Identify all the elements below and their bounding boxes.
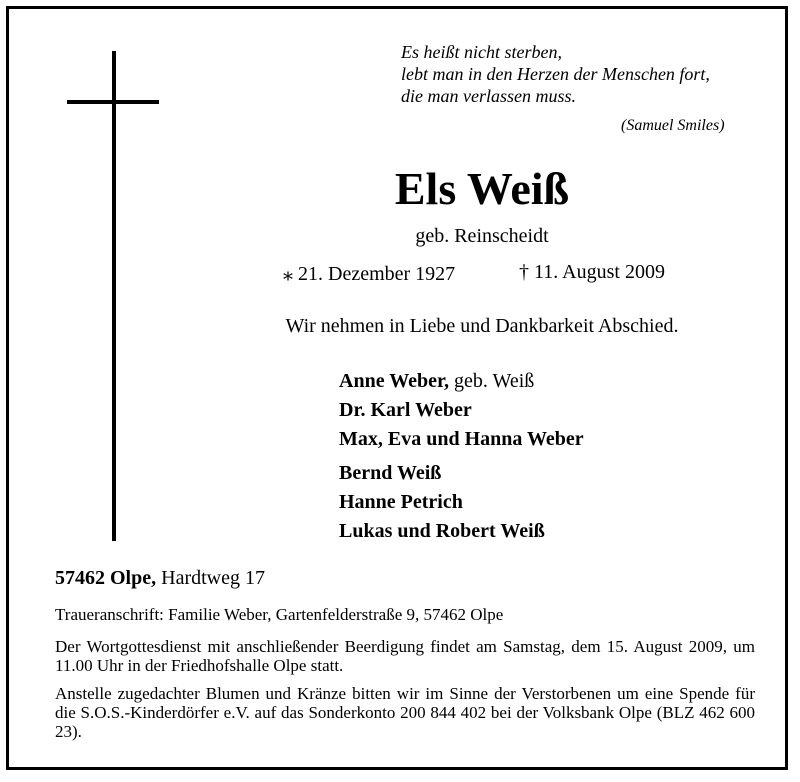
donation-request: Anstelle zugedachter Blumen und Kränze bitten wir im Sinne der Verstorbenen um eine Spende für die S.O.S.-Kinderdörfer e.V. auf das Sonderkonto 200 844 402 bei der Volksbank Olpe (BLZ 462 600 23). xyxy=(55,684,755,741)
address-city: 57462 Olpe, xyxy=(55,567,157,589)
cross-icon xyxy=(112,51,116,541)
obituary-notice xyxy=(6,6,788,770)
death-date: † 11. August 2009 xyxy=(519,261,665,283)
address-street: Hardtweg 17 xyxy=(156,567,265,589)
mourner-name: Lukas und Robert Weiß xyxy=(339,520,545,542)
memorial-quote xyxy=(401,41,710,107)
mourner-name: Bernd Weiß xyxy=(339,462,442,484)
mourners-group-1 xyxy=(339,367,584,454)
deceased-name: Els Weiß xyxy=(394,163,570,214)
cross-icon-beam xyxy=(67,100,159,104)
mourner-name: Hanne Petrich xyxy=(339,491,463,513)
mourner-entry xyxy=(339,425,584,454)
quote-author: (Samuel Smiles) xyxy=(621,117,725,134)
farewell-text: Wir nehmen in Liebe und Dankbarkeit Abschied. xyxy=(285,315,679,337)
mourner-entry xyxy=(339,459,545,488)
funeral-service-info: Der Wortgottesdienst mit anschließender Beerdigung findet am Samstag, dem 15. August 2009, um 11.00 Uhr in der Friedhofshalle Olpe statt. xyxy=(55,637,755,675)
maiden-name: geb. Reinscheidt xyxy=(415,225,549,247)
mourner-name: Anne Weber, xyxy=(339,370,450,392)
mourner-entry xyxy=(339,488,545,517)
quote-line: lebt man in den Herzen der Menschen fort, xyxy=(401,64,710,84)
mourner-name: Max, Eva und Hanna Weber xyxy=(339,428,584,450)
mourning-contact: Traueranschrift: Familie Weber, Gartenfelderstraße 9, 57462 Olpe xyxy=(55,605,504,624)
quote-line: die man verlassen muss. xyxy=(401,86,576,106)
birth-date: ⁎ 21. Dezember 1927 xyxy=(283,263,456,285)
mourner-entry xyxy=(339,517,545,546)
mourner-entry xyxy=(339,396,584,425)
quote-line: Es heißt nicht sterben, xyxy=(401,42,562,62)
mourner-entry xyxy=(339,367,584,396)
family-address xyxy=(55,567,265,590)
mourner-note: geb. Weiß xyxy=(449,370,535,392)
mourner-name: Dr. Karl Weber xyxy=(339,399,472,421)
mourners-group-2 xyxy=(339,459,545,546)
